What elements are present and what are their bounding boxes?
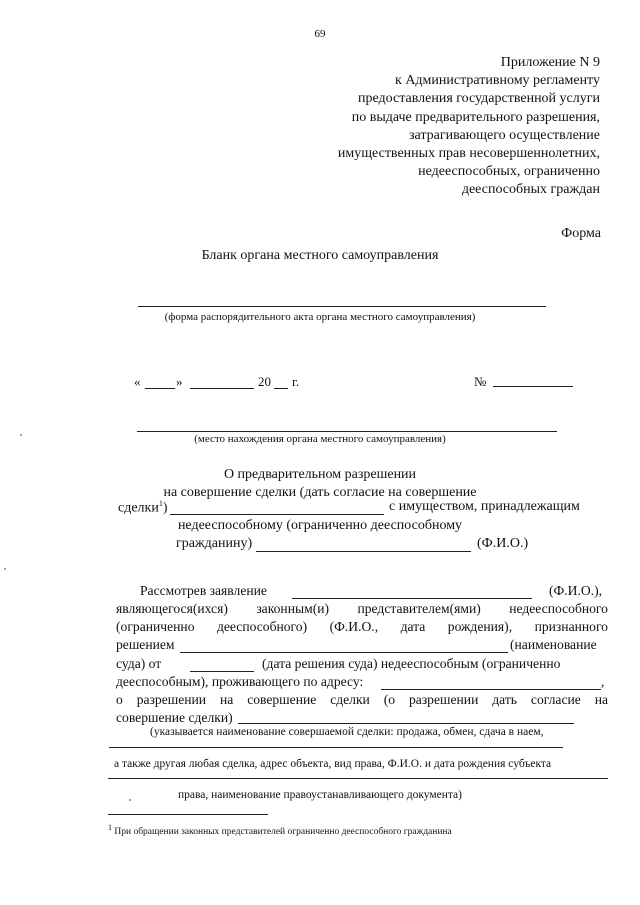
page-number: 69 — [314, 28, 326, 40]
title-line: (Ф.И.О.) — [477, 536, 529, 551]
year-suffix: г. — [292, 374, 300, 389]
deal-details-line — [109, 747, 563, 748]
appendix-line: дееспособных граждан — [461, 182, 600, 198]
subject-line — [108, 778, 608, 779]
body-text: (Ф.И.О.), — [549, 583, 603, 598]
applicant-blank — [292, 598, 532, 599]
body-text: (наименование — [510, 637, 597, 652]
date-open-quote: « — [134, 374, 141, 389]
title-line: на совершение сделки (дать согласие на совершение — [163, 485, 477, 500]
location-caption: (место нахождения органа местного самоуправления) — [194, 433, 446, 445]
title-line: гражданину) — [176, 536, 253, 551]
deal-blank — [170, 514, 384, 515]
appendix-line: затрагивающего осуществление — [409, 127, 600, 143]
deal-name-blank — [238, 723, 574, 724]
fio-blank — [256, 551, 471, 552]
appendix-header — [200, 54, 600, 200]
body-text: совершение сделки) — [116, 710, 233, 725]
form-label: Форма — [561, 226, 601, 241]
body-line: о разрешении на совершение сделки (о разрешении дать согласие на — [116, 692, 608, 707]
appendix-line: имущественных прав несовершеннолетних, — [337, 146, 600, 162]
title-line: недееспособному (ограниченно дееспособному — [177, 518, 463, 533]
hint-text: права, наименование правоустанавливающего документа) — [178, 789, 462, 801]
location-line — [137, 431, 557, 432]
court-date-blank — [190, 671, 254, 672]
title-line: О предварительном разрешении — [223, 467, 417, 482]
appendix-line: к Административному регламенту — [395, 73, 600, 89]
hint-text: а также другая любая сделка, адрес объекта, вид права, Ф.И.О. и дата рождения субъекта — [114, 758, 552, 770]
appendix-line: Приложение N 9 — [500, 55, 600, 70]
body-text: решением — [116, 637, 175, 652]
title-line: с имуществом, принадлежащим — [389, 499, 580, 514]
body-line: (ограниченно дееспособного) (Ф.И.О., дата рождения), признанного — [116, 619, 608, 634]
year-prefix: 20 — [258, 374, 271, 389]
act-form-line — [138, 306, 546, 307]
number-sign: № — [474, 374, 487, 389]
scan-speck — [20, 434, 22, 436]
footnote: $^1$ При обращении законных представителей ограниченно дееспособного гражданина — [108, 823, 452, 838]
letterhead: Бланк органа местного самоуправления — [201, 248, 439, 263]
day-blank — [145, 388, 175, 389]
court-blank — [180, 652, 508, 653]
act-form-caption: (форма распорядительного акта органа местного самоуправления) — [164, 311, 476, 323]
body-text: дееспособным), проживающего по адресу: — [116, 674, 364, 689]
address-blank — [381, 689, 601, 690]
scan-speck — [4, 568, 6, 570]
body-text: Рассмотрев заявление — [140, 583, 267, 598]
date-close-quote: » — [176, 374, 183, 389]
footnote-separator — [108, 814, 268, 815]
number-blank — [493, 386, 573, 387]
appendix-line: предоставления государственной услуги — [358, 91, 600, 107]
title-line: сделки$^1$) — [118, 499, 168, 516]
month-blank — [190, 388, 254, 389]
scan-speck — [129, 799, 131, 801]
body-text: суда) от — [116, 656, 162, 671]
appendix-line: недееспособных, ограниченно — [418, 164, 600, 180]
body-text: (дата решения суда) недееспособным (ограниченно — [262, 656, 561, 671]
hint-text: (указывается наименование совершаемой сделки: продажа, обмен, сдача в наем, — [150, 726, 544, 738]
body-text: , — [601, 674, 605, 689]
body-line: являющегося(ихся) законным(и) представителем(ями) недееспособного — [116, 601, 608, 616]
year-blank — [274, 388, 288, 389]
appendix-line: по выдаче предварительного разрешения, — [351, 109, 600, 125]
